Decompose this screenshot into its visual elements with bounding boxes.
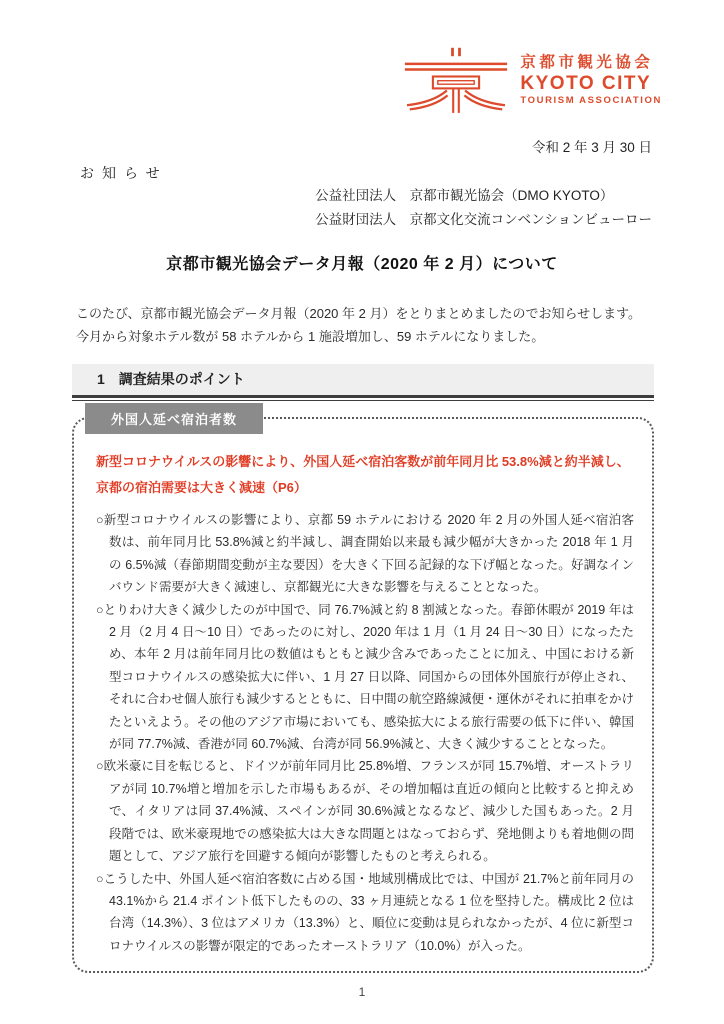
section-heading-survey-points: 1 調査結果のポイント [72, 364, 654, 398]
section-badge-foreign-guest-nights: 外国人延べ宿泊者数 [85, 403, 263, 434]
notice-label: お知らせ [80, 165, 168, 181]
body-paragraph-4: ○こうした中、外国人延べ宿泊客数に占める国・地域別構成比では、中国が 21.7%と前年同月の 43.1%から 21.4 ポイント低下したものの、33 ヶ月連続となる 1 位を堅持した。構成比 2 位は台湾（14.3%）、3 位はアメリカ（13.3%）と、順位に変動は見られなかったが、4 位に新型コロナウイルスの影響が限定的であったオーストラリア（10.0%）が入った。 [96, 871, 634, 953]
issuing-organizations [315, 184, 652, 232]
kyoto-tourism-logo [402, 45, 662, 115]
foreign-guest-nights-section [72, 403, 654, 973]
highlight-line-2: 京都の宿泊需要は大きく減速（P6） [96, 480, 307, 495]
organization-line-2: 公益財団法人 京都文化交流コンベンションビューロー [315, 212, 652, 227]
highlight-statement [96, 449, 634, 501]
document-title: 京都市観光協会データ月報（2020 年 2 月）について [166, 256, 558, 273]
organization-line-1: 公益社団法人 京都市観光協会（DMO KYOTO） [315, 188, 614, 203]
kyoto-kyo-emblem-icon [402, 45, 510, 115]
intro-line-1: このたび、京都市観光協会データ月報（2020 年 2 月）をとりまとめましたのでお知らせします。 [76, 306, 642, 321]
logo-jp-name: 京都市観光協会 [520, 53, 654, 71]
intro-line-2: 今月から対象ホテル数が 58 ホテルから 1 施設増加し、59 ホテルになりました。 [76, 329, 545, 344]
intro-paragraph [76, 302, 656, 348]
logo-text-block [520, 54, 662, 106]
logo-en-name: KYOTO CITY [520, 73, 652, 95]
body-paragraph-1: ○新型コロナウイルスの影響により、京都 59 ホテルにおける 2020 年 2 月の外国人延べ宿泊客数は、前年同月比 53.8%減と約半減し、調査開始以来最も減少幅が大きかった 2018 年 1 月の 6.5%減（春節期間変動が主な要因）を大きく下回る記録的な下げ幅となった。好調なインバウンド需要が大きく減速し、京都観光に大きな影響を与えることとなった。 [96, 513, 634, 595]
body-paragraph-2: ○とりわけ大きく減少したのが中国で、同 76.7%減と約 8 割減となった。春節休暇が 2019 年は 2 月（2 月 4 日～10 日）であったのに対し、2020 年は 1 月（1 月 24 日～30 日）になったため、本年 2 月は前年同月比の数値はもともと減少含みであったことに加え、中国における新型コロナウイルスの感染拡大に伴い、1 月 27 日以降、同国からの団体外国旅行が停止され、それに合わせ個人旅行も減少するとともに、日中間の航空路線減便・運休がそれに拍車をかけたといえよう。その他のアジア市場においても、感染拡大による旅行需要の低下に伴い、韓国が同 77.7%減、香港が同 60.7%減、台湾が同 56.9%減と、大きく減少することとなった。 [96, 602, 635, 752]
issue-date: 令和 2 年 3 月 30 日 [531, 140, 652, 155]
page-number: 1 [358, 985, 366, 999]
highlight-line-1: 新型コロナウイルスの影響により、外国人延べ宿泊客数が前年同月比 53.8%減と約半減し、 [96, 454, 630, 469]
logo-en-subname: TOURISM ASSOCIATION [520, 94, 662, 106]
body-paragraph-3: ○欧米豪に目を転じると、ドイツが前年同月比 25.8%増、フランスが同 15.7%増、オーストラリアが同 10.7%増と増加を示した市場もあるが、その増加幅は直近の傾向と比較すると抑えめで、イタリアは同 37.4%減、スペインが同 30.6%減となるなど、減少した国もあった。2 月段階では、欧米豪現地での感染拡大は大きな問題とはなっておらず、発地側よりも着地側の問題として、アジア旅行を回避する傾向が影響したものと考えられる。 [96, 759, 634, 864]
summary-dotted-box [72, 417, 654, 973]
